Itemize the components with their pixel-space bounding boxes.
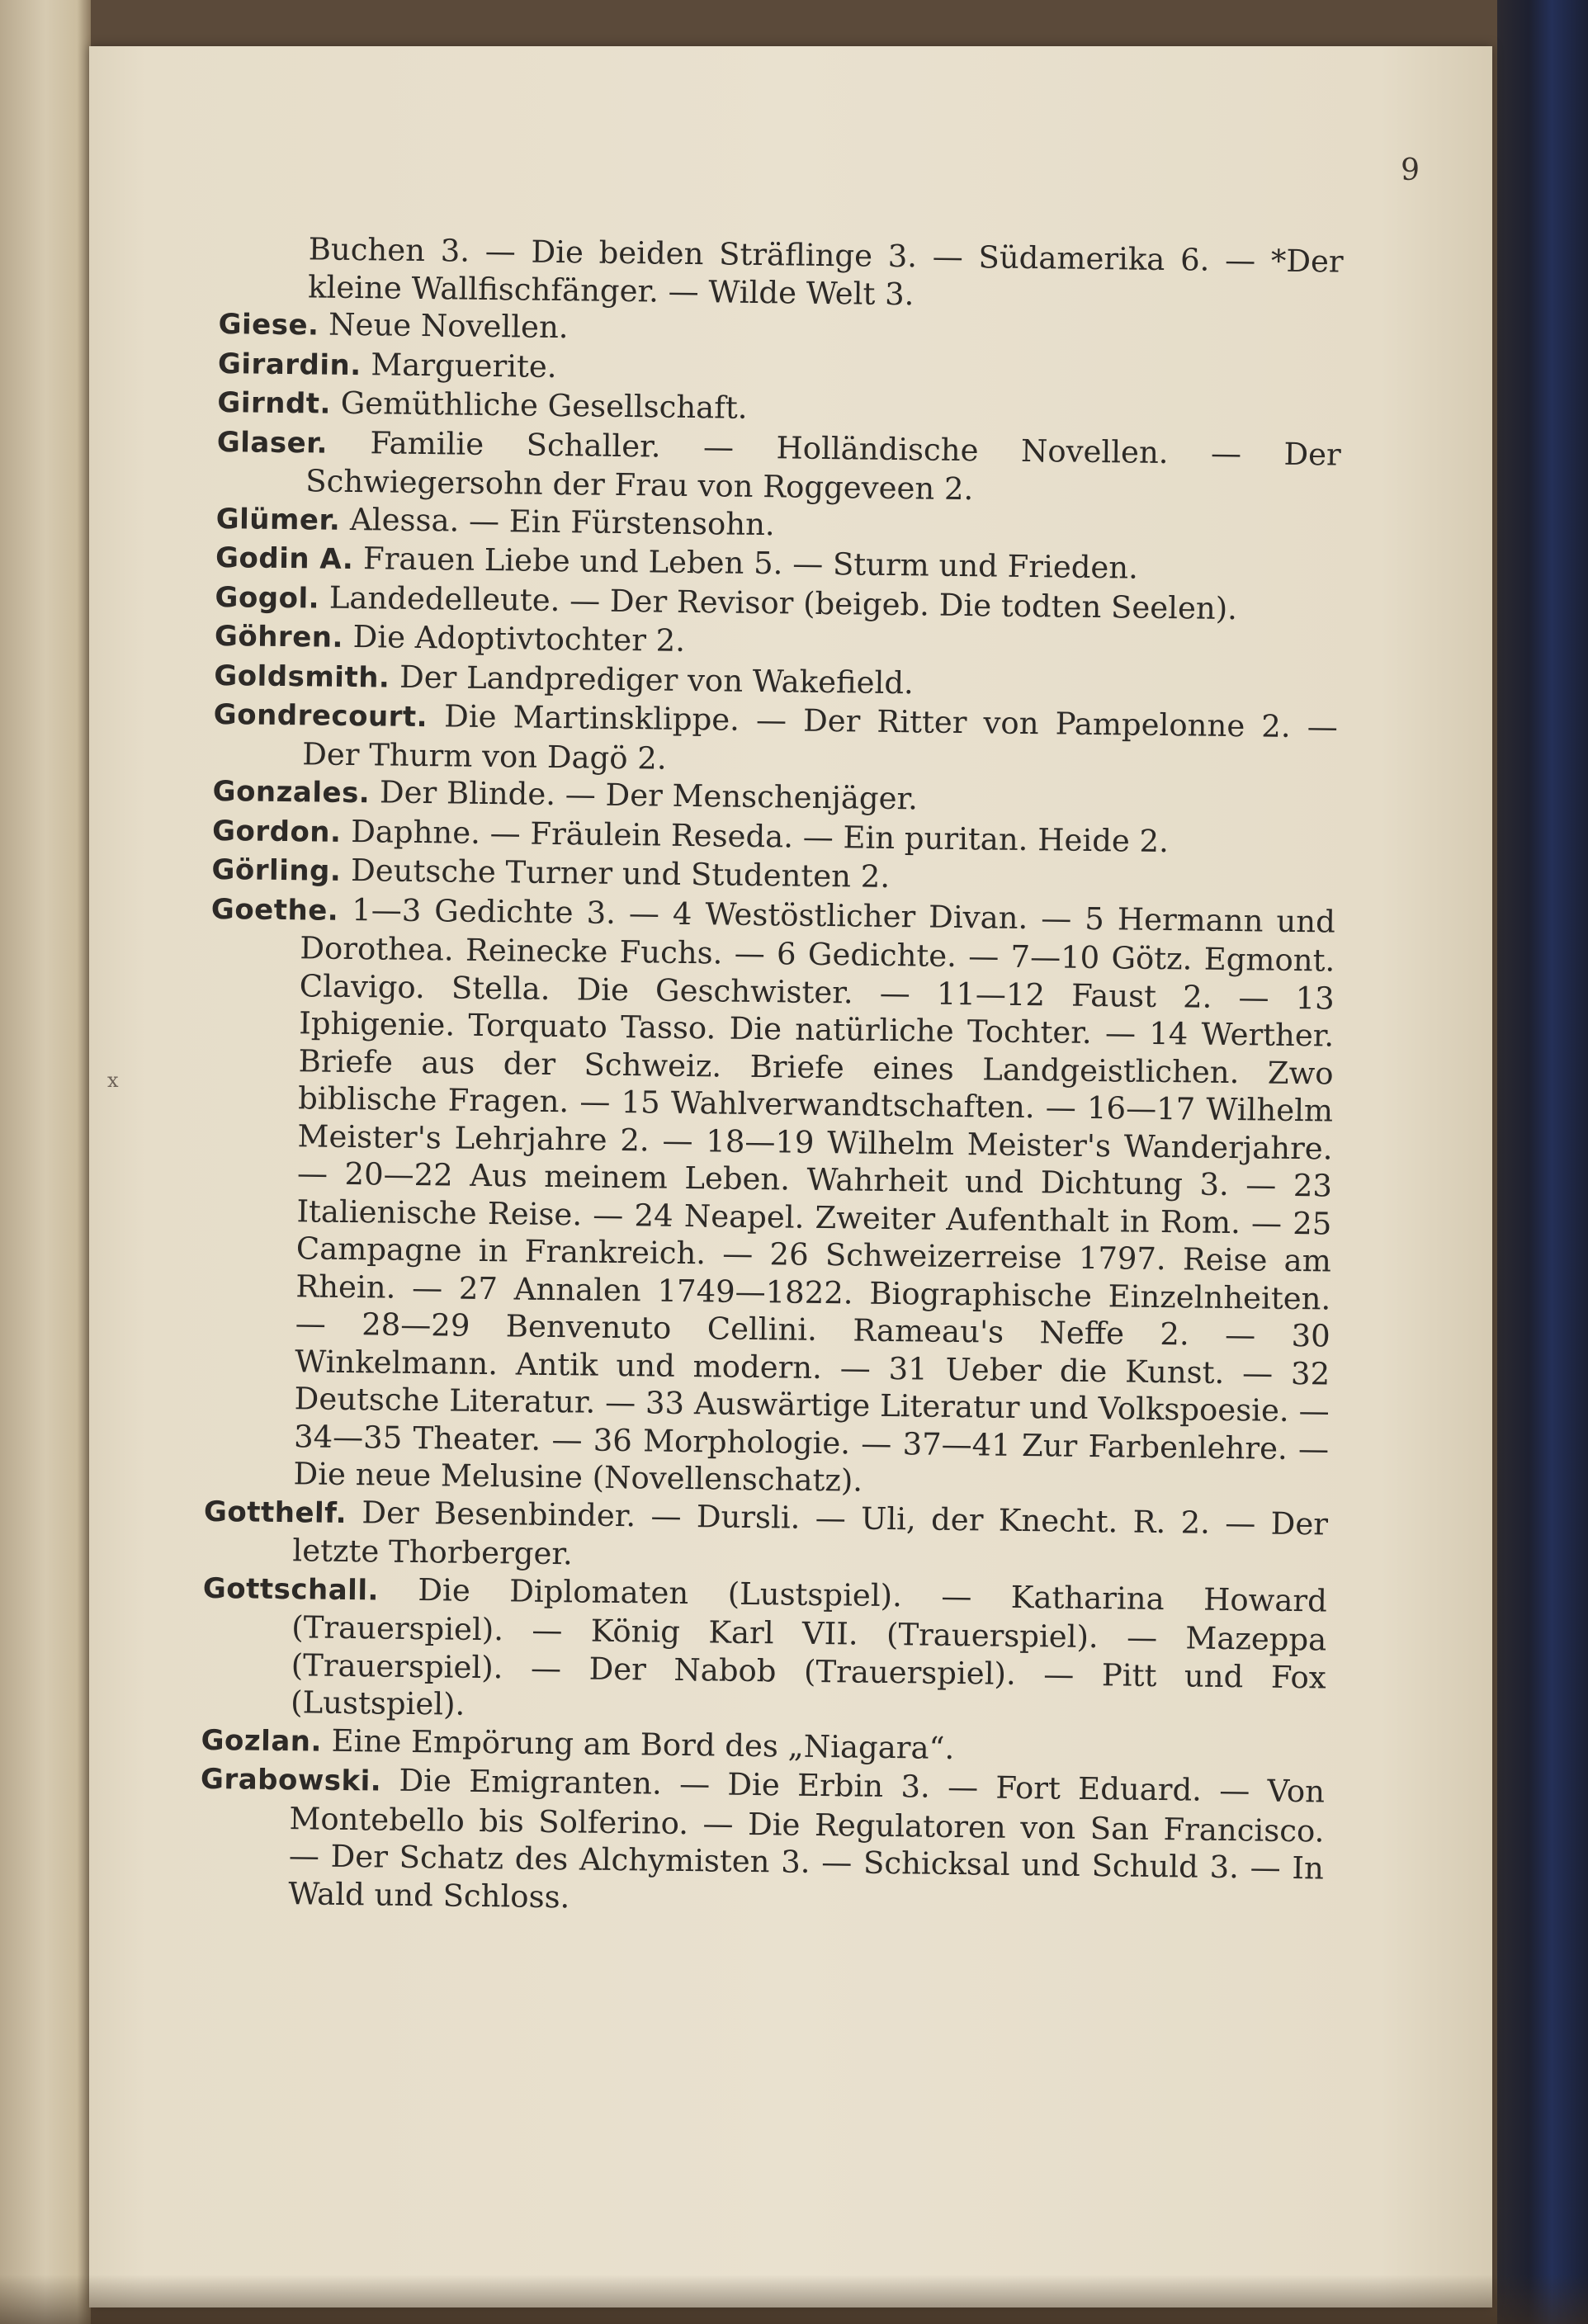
continuation-text: Buchen 3. — Die beiden Sträflinge 3. — Südamerika 6. — *Der kleine Wallfischfänger. — Wilde Welt 3.	[307, 231, 1344, 312]
catalog-entry	[199, 1760, 1325, 1925]
entry-author: Gogol.	[215, 580, 320, 616]
entry-text: Die Adoptivtochter 2.	[352, 619, 686, 659]
entry-author: Goethe.	[210, 892, 339, 928]
book-binding	[1497, 0, 1588, 2324]
margin-pencil-mark: x	[107, 1069, 119, 1092]
entry-author: Gotthelf.	[203, 1495, 347, 1530]
catalog-entry	[204, 889, 1335, 1505]
book-page	[89, 46, 1492, 2307]
entry-text: Gemüthliche Gesellschaft.	[340, 385, 748, 426]
entry-text: Die Diplomaten (Lustspiel). — Katharina Howard (Trauerspiel). — König Karl VII. (Trauerspiel). — Mazeppa (Trauerspiel). — Der Nabob (Trauerspiel). — Pitt und Fox (Lustspiel).	[290, 1571, 1328, 1722]
catalog-entry	[216, 422, 1341, 513]
entry-text: Die Emigranten. — Die Erbin 3. — Fort Eduard. — Von Montebello bis Solferino. — Die Regulatoren von San Francisco. — Der Schatz des Alchymisten 3. — Schicksal und Schuld 3. — In Wald und Schloss.	[288, 1762, 1326, 1915]
entry-author: Glaser.	[216, 425, 328, 461]
entry-text: Marguerite.	[371, 346, 557, 385]
catalog-entry	[213, 695, 1338, 786]
entry-author: Göhren.	[214, 619, 344, 654]
entry-author: Gordon.	[211, 814, 342, 849]
entry-author: Glümer.	[215, 502, 341, 537]
entry-author: Goldsmith.	[214, 659, 390, 695]
entry-text: Der Besenbinder. — Dursli. — Uli, der Knecht. R. 2. — Der letzte Thorberger.	[292, 1494, 1329, 1572]
entry-author: Giese.	[218, 307, 319, 342]
catalog-entry	[203, 1491, 1328, 1582]
catalog-entry	[201, 1568, 1327, 1734]
bottom-shadow	[0, 2274, 1588, 2324]
entry-author: Girndt.	[217, 385, 332, 421]
entry-text: Die Martinsklippe. — Der Ritter von Pampelonne 2. — Der Thurm von Dagö 2.	[301, 698, 1338, 777]
entry-author: Görling.	[211, 853, 342, 888]
entry-text: Der Blinde. — Der Menschenjäger.	[379, 774, 919, 817]
entry-text: Neue Novellen.	[328, 306, 569, 346]
entry-text: Landedelleute. — Der Revisor (beigeb. Die todten Seelen).	[328, 579, 1238, 626]
entry-author: Gondrecourt.	[213, 697, 428, 735]
entry-author: Gozlan.	[201, 1723, 323, 1759]
page-number: 9	[1401, 154, 1420, 187]
entry-text: Daphne. — Fräulein Reseda. — Ein puritan. Heide 2.	[350, 813, 1170, 859]
entry-text: 1—3 Gedichte 3. — 4 Westöstlicher Divan. — 5 Hermann und Dorothea. Reinecke Fuchs. — 6 Gedichte. — 7—10 Götz. Egmont. Clavigo. Stella. Die Geschwister. — 11—12 Faust 2. — 13 Iphigenie. Torquato Tasso. Die natürliche Tochter. — 14 Werther. Briefe aus der Schweiz. Briefe eines Landgeistlichen. Zwo biblische Fragen. — 15 Wahlverwandtschaften. — 16—17 Wilhelm Meister's Lehrjahre 2. — 18—19 Wilhelm Meister's Wanderjahre. — 20—22 Aus meinem Leben. Wahrheit und Dichtung 3. — 23 Italienische Reise. — 24 Neapel. Zweiter Aufenthalt in Rom. — 25 Campagne in Frankreich. — 26 Schweizerreise 1797. Reise am Rhein. — 27 Annalen 1749—1822. Biographische Einzelnheiten. — 28—29 Benvenuto Cellini. Rameau's Neffe 2. — 30 Winkelmann. Antik und modern. — 31 Ueber die Kunst. — 32 Deutsche Literatur. — 33 Auswärtige Literatur und Volkspoesie. — 34—35 Theater. — 36 Morphologie. — 37—41 Zur Farbenlehre. — Die neue Melusine (Novellenschatz).	[293, 891, 1336, 1499]
catalog-text	[199, 229, 1344, 1925]
entry-author: Gonzales.	[212, 774, 371, 810]
entry-text: Der Landprediger von Wakefield.	[399, 659, 915, 701]
entry-text: Eine Empörung am Bord des „Niagara“.	[331, 1722, 955, 1766]
entry-text: Deutsche Turner und Studenten 2.	[350, 853, 891, 895]
entry-text: Frauen Liebe und Leben 5. — Sturm und Frieden.	[362, 541, 1139, 586]
entry-text: Familie Schaller. — Holländische Novellen. — Der Schwiegersohn der Frau von Roggeveen 2.	[305, 424, 1342, 508]
entry-author: Gottschall.	[202, 1571, 380, 1607]
facing-page-edge	[0, 0, 91, 2324]
entry-author: Godin A.	[215, 541, 354, 577]
entry-text: Alessa. — Ein Fürstensohn.	[349, 501, 775, 542]
entry-author: Girardin.	[217, 347, 362, 382]
entry-author: Grabowski.	[200, 1762, 382, 1798]
